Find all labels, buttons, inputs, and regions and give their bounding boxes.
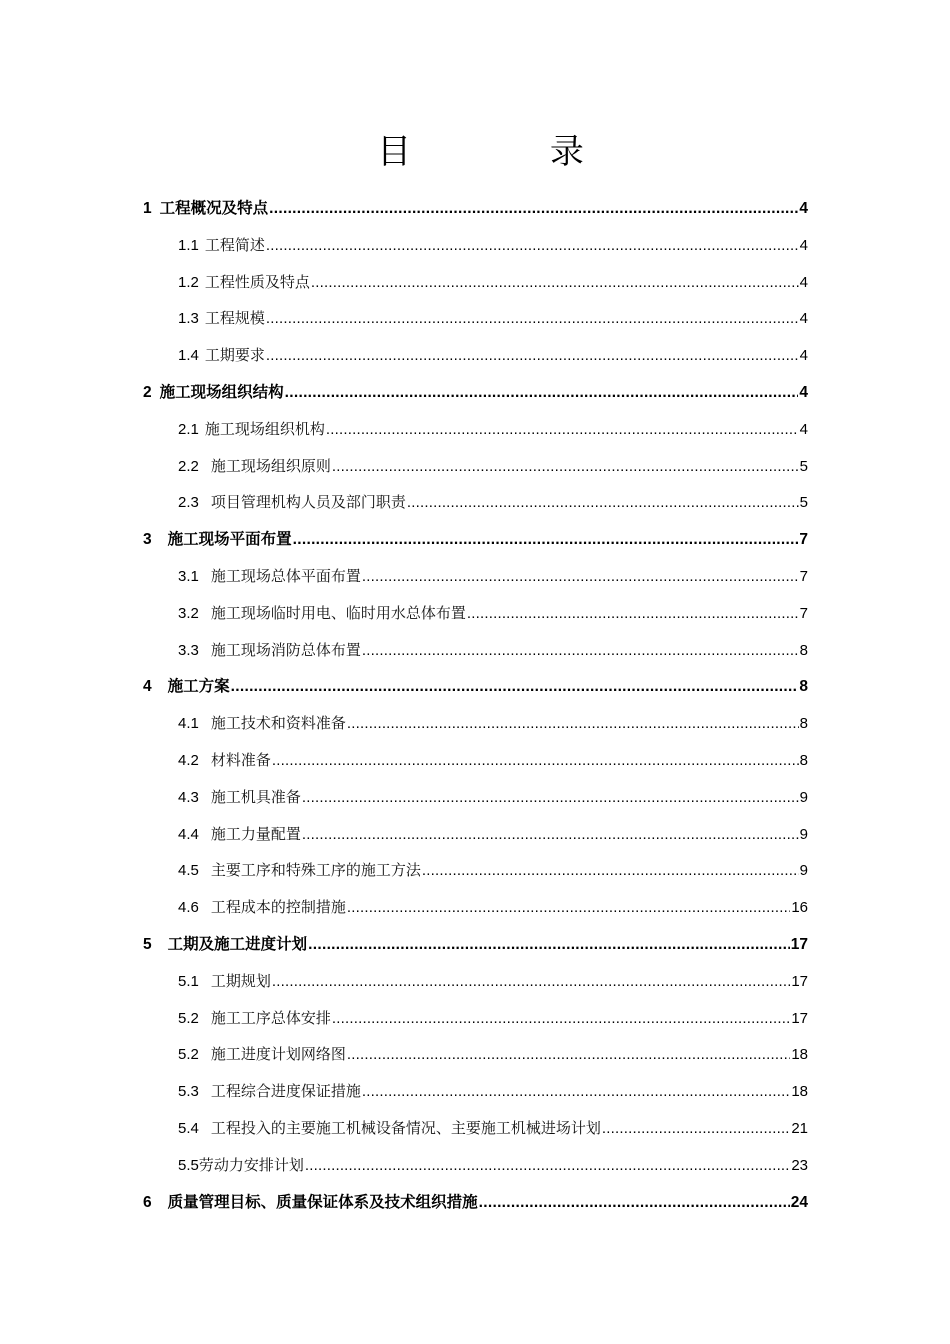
toc-entry-4-1[interactable] <box>0 705 808 742</box>
toc-leader-dots <box>332 449 799 486</box>
toc-leader-dots <box>332 1001 790 1038</box>
toc-entry-4[interactable] <box>0 668 808 705</box>
toc-entry-number: 4.2 <box>178 751 199 769</box>
toc-entry-number: 2.1 <box>178 420 199 438</box>
toc-entry-4-4[interactable] <box>0 816 808 853</box>
toc-entry-4-5[interactable] <box>0 852 808 889</box>
toc-entry-page: 4 <box>799 310 808 328</box>
toc-entry-5-5[interactable] <box>0 1147 808 1184</box>
toc-entry-number: 1.1 <box>178 236 199 254</box>
toc-leader-dots <box>266 228 799 265</box>
toc-entry-page: 9 <box>799 862 808 880</box>
toc-entry-number: 5.5 <box>178 1156 199 1174</box>
toc-entry-number: 2.3 <box>178 494 199 512</box>
toc-entry-page: 5 <box>799 457 808 475</box>
toc-leader-dots <box>479 1185 790 1222</box>
toc-leader-dots <box>362 633 799 670</box>
toc-entry-number: 2 <box>143 383 152 401</box>
toc-leader-dots <box>347 706 799 743</box>
toc-leader-dots <box>407 485 799 522</box>
toc-leader-dots <box>422 853 799 890</box>
toc-entry-page: 4 <box>799 236 808 254</box>
toc-entry-2-1[interactable] <box>0 411 808 448</box>
toc-entry-page: 7 <box>799 531 808 549</box>
toc-leader-dots <box>467 596 799 633</box>
toc-entry-number: 1 <box>143 200 152 217</box>
toc-entry-1-2[interactable] <box>0 264 808 301</box>
toc-entry-label: 工程简述 <box>204 235 265 254</box>
toc-title: 目 录 <box>377 132 648 172</box>
toc-entry-page: 17 <box>790 935 808 953</box>
toc-entry-6[interactable] <box>0 1184 808 1221</box>
toc-entry-3-3[interactable] <box>0 632 808 669</box>
toc-entry-page: 21 <box>791 1119 808 1137</box>
toc-entry-label: 工程性质及特点 <box>204 272 310 291</box>
toc-entry-number: 3.3 <box>178 641 199 659</box>
toc-leader-dots <box>311 265 799 302</box>
toc-entry-number: 1.3 <box>178 310 199 328</box>
toc-entry-5-1[interactable] <box>0 963 808 1000</box>
toc-entry-page: 8 <box>799 751 808 769</box>
toc-leader-dots <box>285 375 799 412</box>
toc-entry-label: 工程成本的控制措施 <box>210 898 346 917</box>
toc-entry-number: 4.1 <box>178 715 199 733</box>
toc-entry-number: 5.4 <box>178 1119 199 1137</box>
toc-entry-5-3[interactable] <box>0 1073 808 1110</box>
toc-leader-dots <box>362 559 799 596</box>
toc-leader-dots <box>302 817 799 854</box>
toc-entry-number: 5 <box>143 935 152 953</box>
toc-entry-page: 16 <box>791 899 808 917</box>
toc-entry-number: 1.4 <box>178 347 199 365</box>
toc-entry-5-2b[interactable] <box>0 1036 808 1073</box>
toc-entry-number: 4.5 <box>178 862 199 880</box>
toc-entry-page: 18 <box>791 1046 808 1064</box>
toc-entry-number: 2.2 <box>178 457 199 475</box>
toc-entry-1[interactable] <box>0 190 808 227</box>
toc-entry-page: 8 <box>799 678 808 696</box>
toc-entry-1-3[interactable] <box>0 300 808 337</box>
toc-leader-dots <box>269 191 798 228</box>
toc-leader-dots <box>347 1037 790 1074</box>
toc-entry-label: 施工现场组织机构 <box>204 419 325 438</box>
toc-entry-label: 施工现场消防总体布置 <box>210 640 361 659</box>
toc-entry-page: 4 <box>799 383 808 401</box>
toc-entry-label: 施工技术和资料准备 <box>210 714 346 733</box>
toc-entry-5[interactable] <box>0 926 808 963</box>
toc-entry-3-2[interactable] <box>0 595 808 632</box>
toc-entry-number: 5.2 <box>178 1009 199 1027</box>
toc-entry-page: 7 <box>799 567 808 585</box>
toc-entry-label: 施工现场平面布置 <box>167 530 292 549</box>
toc-leader-dots <box>308 927 790 964</box>
toc-entry-page: 4 <box>799 273 808 291</box>
toc-entry-label: 工程规模 <box>204 309 265 328</box>
toc-entry-label: 施工现场组织原则 <box>210 456 331 475</box>
toc-entry-label: 工程概况及特点 <box>159 199 269 217</box>
toc-entry-1-1[interactable] <box>0 227 808 264</box>
toc-entry-page: 9 <box>799 788 808 806</box>
toc-entry-page: 8 <box>799 641 808 659</box>
toc-entry-label: 工期及施工进度计划 <box>167 934 308 953</box>
toc-entry-page: 7 <box>799 604 808 622</box>
toc-entry-number: 4 <box>143 678 152 696</box>
toc-entry-label: 施工机具准备 <box>210 787 301 806</box>
toc-entry-page: 17 <box>791 972 808 990</box>
toc-leader-dots <box>266 338 799 375</box>
toc-entry-5-4[interactable] <box>0 1110 808 1147</box>
toc-entry-page: 4 <box>799 420 808 438</box>
toc-entry-3-1[interactable] <box>0 558 808 595</box>
toc-entry-number: 3.2 <box>178 604 199 622</box>
table-of-contents <box>0 190 950 1220</box>
toc-entry-label: 工程综合进度保证措施 <box>210 1082 361 1101</box>
toc-entry-label: 施工进度计划网络图 <box>210 1045 346 1064</box>
toc-leader-dots <box>266 301 799 338</box>
toc-entry-page: 4 <box>799 347 808 365</box>
toc-entry-4-3[interactable] <box>0 779 808 816</box>
toc-entry-number: 1.2 <box>178 273 199 291</box>
toc-entry-label: 工期要求 <box>204 346 265 365</box>
toc-entry-label: 质量管理目标、质量保证体系及技术组织措施 <box>167 1192 478 1211</box>
toc-entry-number: 6 <box>143 1193 152 1211</box>
toc-entry-page: 9 <box>799 825 808 843</box>
toc-entry-label: 材料准备 <box>210 750 271 769</box>
toc-entry-number: 5.2 <box>178 1046 199 1064</box>
toc-entry-label: 项目管理机构人员及部门职责 <box>210 493 406 512</box>
toc-leader-dots <box>272 964 790 1001</box>
toc-leader-dots <box>326 412 799 449</box>
toc-entry-label: 施工工序总体安排 <box>210 1008 331 1027</box>
toc-entry-4-6[interactable] <box>0 889 808 926</box>
toc-entry-number: 5.1 <box>178 972 199 990</box>
toc-leader-dots <box>347 890 790 927</box>
toc-entry-label: 施工现场总体平面布置 <box>210 566 361 585</box>
toc-entry-label: 劳动力安排计划 <box>198 1155 304 1174</box>
toc-entry-label: 施工力量配置 <box>210 824 301 843</box>
toc-entry-1-4[interactable] <box>0 337 808 374</box>
toc-entry-label: 施工现场临时用电、临时用水总体布置 <box>210 603 466 622</box>
toc-leader-dots <box>272 743 799 780</box>
toc-entry-number: 4.4 <box>178 825 199 843</box>
toc-entry-number: 4.6 <box>178 899 199 917</box>
toc-entry-2-3[interactable] <box>0 484 808 521</box>
toc-entry-page: 18 <box>791 1083 808 1101</box>
toc-leader-dots <box>602 1111 790 1148</box>
toc-entry-page: 4 <box>799 200 808 217</box>
toc-entry-label: 工程投入的主要施工机械设备情况、主要施工机械进场计划 <box>210 1118 601 1137</box>
toc-entry-number: 5.3 <box>178 1083 199 1101</box>
toc-entry-4-2[interactable] <box>0 742 808 779</box>
toc-leader-dots <box>231 669 799 706</box>
toc-leader-dots <box>293 522 799 559</box>
toc-leader-dots <box>302 780 799 817</box>
toc-entry-3[interactable] <box>0 521 808 558</box>
toc-entry-page: 5 <box>799 494 808 512</box>
toc-entry-page: 17 <box>791 1009 808 1027</box>
toc-entry-page: 8 <box>799 715 808 733</box>
toc-entry-number: 4.3 <box>178 788 199 806</box>
toc-entry-label: 工期规划 <box>210 971 271 990</box>
toc-entry-number: 3 <box>143 531 152 549</box>
toc-entry-page: 24 <box>790 1193 808 1211</box>
toc-leader-dots <box>305 1148 790 1185</box>
toc-entry-2[interactable] <box>0 374 808 411</box>
toc-entry-label: 施工方案 <box>167 677 230 696</box>
toc-entry-2-2[interactable] <box>0 448 808 485</box>
toc-entry-number: 3.1 <box>178 567 199 585</box>
toc-entry-page: 23 <box>791 1156 808 1174</box>
toc-leader-dots <box>362 1074 790 1111</box>
toc-entry-5-2a[interactable] <box>0 1000 808 1037</box>
toc-entry-label: 主要工序和特殊工序的施工方法 <box>210 861 421 880</box>
toc-entry-label: 施工现场组织结构 <box>159 382 284 401</box>
